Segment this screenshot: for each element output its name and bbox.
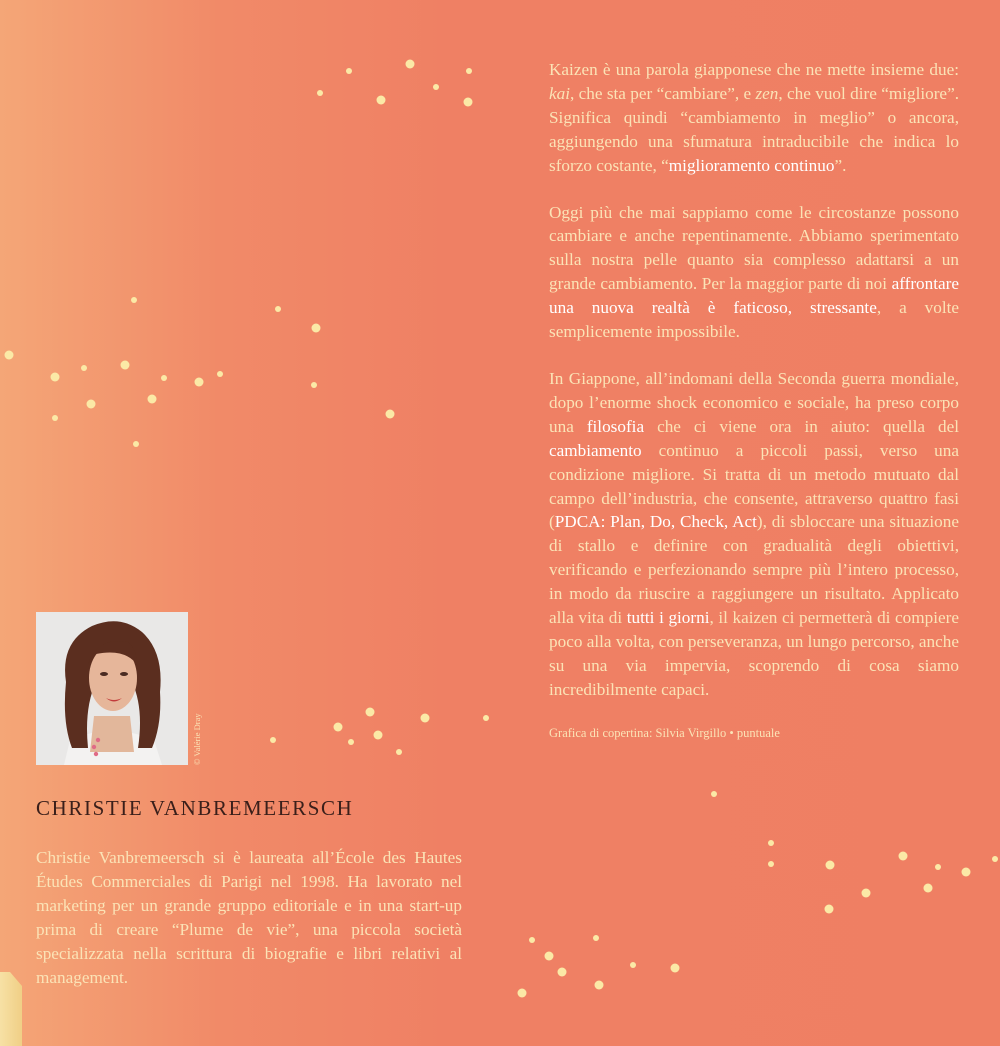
description-paragraph [549,58,959,178]
decorative-dot [558,968,567,977]
decorative-dot [396,749,402,755]
text-run: che ci viene ora in aiuto: quella del [644,416,959,436]
text-run: In Giappone, all’indomani della Seconda guerra mondiale, dopo l’enorme shock economico e sociale, ha preso corpo una [549,368,959,436]
text-run: , che vuol dire “migliore”. Significa quindi “cambiamento in meglio” o ancora, aggiungendo una sfumatura intraducibile che indica lo sforzo costante, “ [549,83,959,175]
decorative-dot [992,856,998,862]
highlighted-phrase: affrontare una nuova realtà è faticoso, stressante [549,274,959,318]
decorative-dot [899,852,908,861]
highlighted-phrase: PDCA: Plan, Do, Check, Act [554,512,757,532]
text-run: kai [549,83,570,103]
decorative-dot [148,395,157,404]
decorative-dot [87,400,96,409]
decorative-dot [433,84,439,90]
decorative-dot [5,351,14,360]
decorative-dot [862,889,871,898]
decorative-dot [386,410,395,419]
text-run: ), di sbloccare una situazione di stallo e definire con gradualità degli obiettivi, verificando e perfezionando sempre più l’intero processo, in modo da riuscire a raggiungere un risultato. Applicato alla vita di [549,512,959,628]
decorative-dot [346,68,352,74]
decorative-dot [935,864,941,870]
decorative-dot [121,361,130,370]
decorative-dot [161,375,167,381]
decorative-dot [826,861,835,870]
text-run: , che sta per “cambiare”, e [570,83,756,103]
description-paragraph [549,201,959,344]
highlighted-phrase: miglioramento continuo [668,155,835,175]
description-paragraph [549,367,959,702]
decorative-dot [406,60,415,69]
decorative-dot [593,935,599,941]
decorative-dot [317,90,323,96]
photo-credit: © Valérie Dray [192,713,202,765]
decorative-dot [348,739,354,745]
decorative-dot [464,98,473,107]
decorative-dot [711,791,717,797]
decorative-dot [518,989,527,998]
highlighted-phrase: filosofia [586,416,645,436]
author-bio: Christie Vanbremeersch si è laureata all’École des Hautes Études Commerciales di Parigi nel 1998. Ha lavorato nel marketing per un grande gruppo editoriale e in una start-up prima di creare “Plume de vie”, una piccola società specializzata nella scrittura di biografie e libri relativi al management. [36,848,462,987]
decorative-dot [768,840,774,846]
decorative-dot [924,884,933,893]
decorative-dot [630,962,636,968]
decorative-dot [768,861,774,867]
cover-credit: Grafica di copertina: Silvia Virgillo • puntuale [549,725,780,740]
decorative-dot [595,981,604,990]
text-run: continuo a piccoli passi, verso una condizione migliore. Si tratta di un metodo mutuato dal campo dell’industria, che consente, attraverso quattro fasi ( [549,440,959,532]
decorative-dot [671,964,680,973]
decorative-dot [377,96,386,105]
text-run: Kaizen è una parola giapponese che ne mette insieme due: [549,60,959,79]
back-cover-description [549,58,959,741]
text-run: , il kaizen ci permetterà di compiere poco alla volta, con perseveranza, un lungo percorso, anche su una via impervia, scoprendo di cosa siamo incredibilmente capaci. [549,608,959,699]
decorative-dot [275,306,281,312]
text-run: ”. [834,155,847,175]
decorative-dot [529,937,535,943]
decorative-dot [466,68,472,74]
decorative-dot [825,905,834,914]
decorative-dot [366,708,375,717]
author-name: CHRISTIE VANBREMEERSCH [36,796,354,820]
decorative-dot [311,382,317,388]
decorative-dot [81,365,87,371]
decorative-dot [52,415,58,421]
decorative-dot [962,868,971,877]
page-edge-decoration [0,972,22,1046]
decorative-dot [421,714,430,723]
decorative-dot [131,297,137,303]
decorative-dot [217,371,223,377]
decorative-dot [133,441,139,447]
decorative-dot [195,378,204,387]
highlighted-phrase: cambiamento [549,440,642,460]
text-run: zen [755,83,779,103]
decorative-dot [270,737,276,743]
text-run: Oggi più che mai sappiamo come le circostanze possono cambiare e anche repentinamente. Abbiamo sperimentato sulla nostra pelle quanto sia complesso adattarsi a un grande cambiamento. Per la maggior parte di noi [549,202,959,294]
decorative-dot [51,373,60,382]
decorative-dot [483,715,489,721]
decorative-dot [312,324,321,333]
decorative-dot [334,723,343,732]
decorative-dot [545,952,554,961]
text-run: , a volte semplicemente impossibile. [549,298,959,342]
author-photo [36,612,188,765]
highlighted-phrase: tutti i giorni [626,608,710,628]
decorative-dot [374,731,383,740]
